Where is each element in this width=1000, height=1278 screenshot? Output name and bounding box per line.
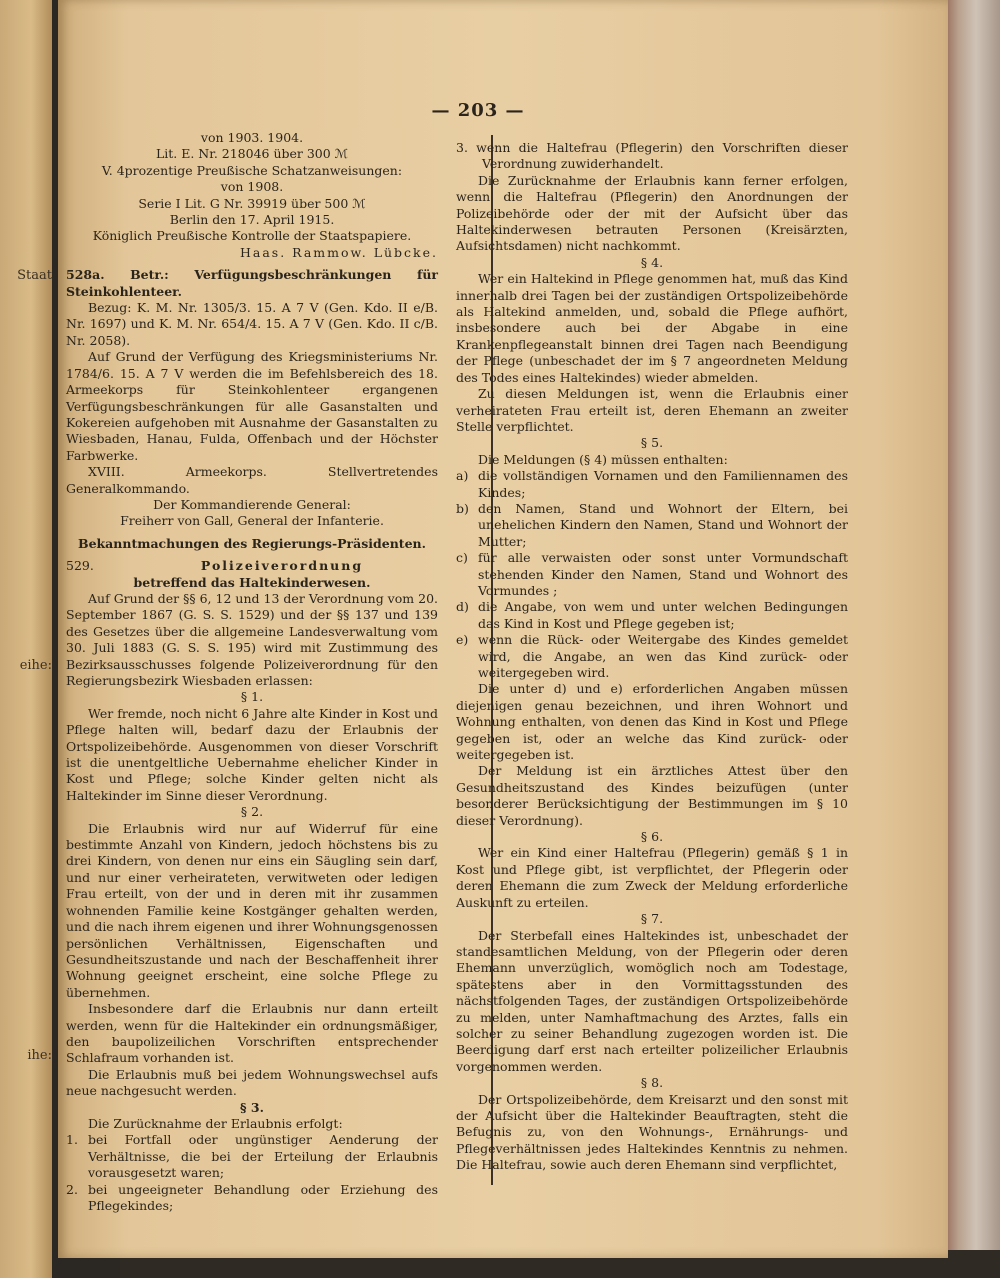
- item-528a-signature-3: Freiherr von Gall, General der Infanterie.: [120, 513, 384, 529]
- margin-fragment-1: Staat: [17, 268, 52, 283]
- list-item-label: a): [456, 468, 469, 484]
- paragraph-text: Der Meldung ist ein ärztliches Attest über den Gesundheitszustand des Kindes beizufügen (unter besonderer Berücksichtigung der Bestimmungen im § 10 dieser Verordnung).: [456, 763, 848, 828]
- item-529-title: Polizeiverordnung: [200, 558, 364, 574]
- list-item: [66, 1132, 438, 1181]
- page-number: — 203 —: [431, 100, 525, 121]
- list-item-text: bei ungeeigneter Behandlung oder Erziehung des Pflegekindes;: [88, 1181, 438, 1213]
- notice-line: Serie I Lit. G Nr. 39919 über 500 ℳ: [138, 195, 366, 211]
- list-item-text: den Namen, Stand und Wohnort der Eltern, bei unehelichen Kindern den Namen, Stand und Wohnort der Mutter;: [478, 500, 848, 549]
- list-item-label: 2.: [66, 1181, 78, 1197]
- paragraph-heading: § 4.: [640, 254, 664, 270]
- paragraph-heading: § 8.: [640, 1075, 664, 1091]
- list-item-text: für alle verwaisten oder sonst unter Vormundschaft stehenden Kinder den Namen, Stand und Wohnort des Vormundes ;: [478, 550, 848, 598]
- paragraph-text: Die Zurücknahme der Erlaubnis erfolgt:: [88, 1115, 343, 1131]
- list-item-text: die vollständigen Vornamen und den Familiennamen des Kindes;: [478, 468, 848, 500]
- paragraph-text: Die Zurücknahme der Erlaubnis kann ferner erfolgen, wenn die Haltefrau (Pflegerin) den Anordnungen der Polizeibehörde oder der mit der Aufsicht über das Haltekinderwesen betrauten Personen (Kreisärzten, Aufsichtsdamen) nicht nachkommt.: [456, 172, 848, 254]
- right-column: [456, 140, 848, 1174]
- margin-fragment-2: eihe:: [19, 658, 52, 673]
- notice-line: Lit. E. Nr. 218046 über 300 ℳ: [155, 146, 349, 162]
- left-page-edge: [0, 0, 52, 1278]
- paragraph-text: Wer ein Haltekind in Pflege genommen hat, muß das Kind innerhalb drei Tagen bei der zuständigen Ortspolizeibehörde als Haltekind anmelden, und, sobald die Pflege aufhört, insbesondere auch bei der Abgabe in eine Krankenpflegeanstalt binnen drei Tagen nach Beendigung der Pflege (unbeschadet der im § 7 angeordneten Meldung des Todes eines Haltekindes) wieder abmelden.: [456, 271, 848, 385]
- notice-line: Königlich Preußische Kontrolle der Staatspapiere.: [92, 228, 412, 244]
- paragraph-text: Die unter d) und e) erforderlichen Angaben müssen diejenigen genau bezeichnen, und ihren Wohnort und Wohnung enthalten, von denen das Kind in Kost und Pflege gegeben ist, oder an welche das Kind zurück- oder weitergegeben ist.: [456, 681, 848, 763]
- list-item-label: e): [456, 632, 469, 648]
- list-item-label: c): [456, 550, 468, 566]
- list-item: [456, 468, 848, 501]
- list-item-label: 1.: [66, 1132, 78, 1148]
- margin-fragment-3: ihe:: [27, 1048, 52, 1063]
- signatories: Haas. Rammow. Lübcke.: [239, 244, 438, 260]
- paragraph-text: Wer fremde, noch nicht 6 Jahre alte Kinder in Kost und Pflege halten will, bedarf dazu der Erlaubnis der Ortspolizeibehörde. Ausgenommen von dieser Vorschrift ist die unentgeltliche Uebernahme ehelicher Kinder in Kost und Pflege; solche Kinder gelten nicht als Haltekinder im Sinne dieser Verordnung.: [66, 705, 438, 803]
- paragraph-text: Wer ein Kind einer Haltefrau (Pflegerin) gemäß § 1 in Kost und Pflege gibt, ist verpflichtet, der Pflegerin oder deren Ehemann die zum Zweck der Meldung erforderliche Auskunft zu erteilen.: [456, 845, 848, 910]
- paragraph-text: Die Meldungen (§ 4) müssen enthalten:: [478, 451, 728, 467]
- paragraph-text: Der Ortspolizeibehörde, dem Kreisarzt und den sonst mit der Aufsicht über die Haltekinder Beauftragten, steht die Befugnis zu, von den Wohnungs-, Ernährungs- und Pflegeverhältnissen jedes Haltekindes Kenntnis zu nehmen. Die Haltefrau, sowie auch deren Ehemann sind verpflichtet,: [456, 1091, 848, 1173]
- paragraph-text: Die Erlaubnis muß bei jedem Wohnungswechsel aufs neue nachgesucht werden.: [66, 1066, 438, 1099]
- paragraph-heading: § 3.: [240, 1099, 264, 1115]
- list-item-label: d): [456, 599, 469, 615]
- list-item: [456, 550, 848, 599]
- list-item: [456, 599, 848, 632]
- notice-line: von 1903. 1904.: [200, 130, 304, 145]
- paragraph-heading: § 7.: [640, 911, 664, 927]
- paragraph-text: Insbesondere darf die Erlaubnis nur dann erteilt werden, wenn für die Haltekinder ein ordnungsmäßiger, den baupolizeilichen Vorschriften entsprechender Schlafraum vorhanden ist.: [66, 1001, 438, 1066]
- item-528a-heading: 528a. Betr.: Verfügungsbeschränkungen für Steinkohlenteer.: [66, 267, 438, 299]
- list-item: [66, 1182, 438, 1215]
- item-529-intro: Auf Grund der §§ 6, 12 und 13 der Verordnung vom 20. September 1867 (G. S. S. 1529) und der §§ 137 und 139 des Gesetzes über die allgemeine Landesverwaltung vom 30. Juli 1883 (G. S. S. 195) wird mit Zustimmung des Bezirksausschusses folgende Polizeiverordnung für den Regierungsbezirk Wiesbaden erlassen:: [66, 590, 438, 688]
- list-item: [456, 632, 848, 681]
- paragraph-heading: § 5.: [640, 435, 664, 451]
- list-item-text: wenn die Rück- oder Weitergabe des Kindes gemeldet wird, die Angabe, an wen das Kind zurück- oder weitergegeben wird.: [478, 632, 848, 680]
- item-529-subtitle: betreffend das Haltekinderwesen.: [133, 574, 371, 590]
- book-cover-edge: [940, 0, 1000, 1258]
- list-item: [456, 501, 848, 550]
- item-528a-body: Auf Grund der Verfügung des Kriegsministeriums Nr. 1784/6. 15. A 7 V werden die im Befehlsbereich des 18. Armeekorps für Steinkohlenteer ergangenen Verfügungsbeschränkungen für alle Gasanstalten und Kokereien aufgehoben mit Ausnahme der Gasanstalten zu Wiesbaden, Hanau, Fulda, Offenbach und der Höchster Farbwerke.: [66, 349, 438, 463]
- notice-line: Berlin den 17. April 1915.: [169, 212, 335, 228]
- item-528a-signature-1: XVIII. Armeekorps. Stellvertretendes Generalkommando.: [66, 464, 438, 496]
- notice-line: V. 4prozentige Preußische Schatzanweisungen:: [101, 162, 403, 178]
- section-heading: Bekanntmachungen des Regierungs-Präsidenten.: [78, 535, 426, 551]
- document-page: [58, 0, 948, 1258]
- item-528a-signature-2: Der Kommandierende General:: [153, 496, 351, 512]
- notice-line: von 1908.: [220, 179, 284, 195]
- paragraph-heading: § 2.: [240, 804, 264, 820]
- list-item-text: die Angabe, von wem und unter welchen Bedingungen das Kind in Kost und Pflege gegeben ist;: [478, 599, 848, 631]
- list-item-3: 3. wenn die Haltefrau (Pflegerin) den Vorschriften dieser Verordnung zuwiderhandelt.: [456, 140, 848, 172]
- left-column: [66, 130, 438, 1214]
- paragraph-text: Der Sterbefall eines Haltekindes ist, unbeschadet der standesamtlichen Meldung, von der Pflegerin oder deren Ehemann unverzüglich, womöglich noch am Todestage, spätestens aber in den Vormittagsstunden des nächstfolgenden Tages, der zuständigen Ortspolizeibehörde zu melden, unter Namhaftmachung des Arztes, falls ein solcher zu seiner Behandlung zugezogen worden ist. Die Beerdigung darf erst nach erteilter polizeilicher Erlaubnis vorgenommen werden.: [456, 927, 848, 1074]
- item-529-title-row: [66, 558, 438, 574]
- paragraph-heading: § 6.: [640, 829, 664, 845]
- item-528a-reference: Bezug: K. M. Nr. 1305/3. 15. A 7 V (Gen. Kdo. II e/B. Nr. 1697) und K. M. Nr. 654/4. 15. A 7 V (Gen. Kdo. II c/B. Nr. 2058).: [66, 300, 438, 348]
- paragraph-heading: § 1.: [240, 689, 264, 705]
- list-item-label: b): [456, 500, 469, 516]
- list-item-text: bei Fortfall oder ungünstiger Aenderung der Verhältnisse, die bei der Erteilung der Erlaubnis vorausgesetzt waren;: [88, 1132, 438, 1181]
- paragraph-text: Die Erlaubnis wird nur auf Widerruf für eine bestimmte Anzahl von Kindern, jedoch höchstens bis zu drei Kindern, von denen nur eins ein Säugling sein darf, und nur einer verheirateten, verwitweten oder ledigen Frau erteilt, von der und in deren mit ihr zusammen wohnenden Familie keine Kostgänger gehalten werden, und die nach ihrem eigenen und ihrer Wohnungsgenossen persönlichen Verhältnissen, Eigenschaften und Gesundheitszustande und nach der Beschaffenheit ihrer Wohnung geeignet erscheint, eine solche Pflege zu übernehmen.: [66, 820, 438, 1000]
- item-529-number: 529.: [66, 558, 94, 574]
- paragraph-text: Zu diesen Meldungen ist, wenn die Erlaubnis einer verheirateten Frau erteilt ist, deren Ehemann an zweiter Stelle verpflichtet.: [456, 386, 848, 434]
